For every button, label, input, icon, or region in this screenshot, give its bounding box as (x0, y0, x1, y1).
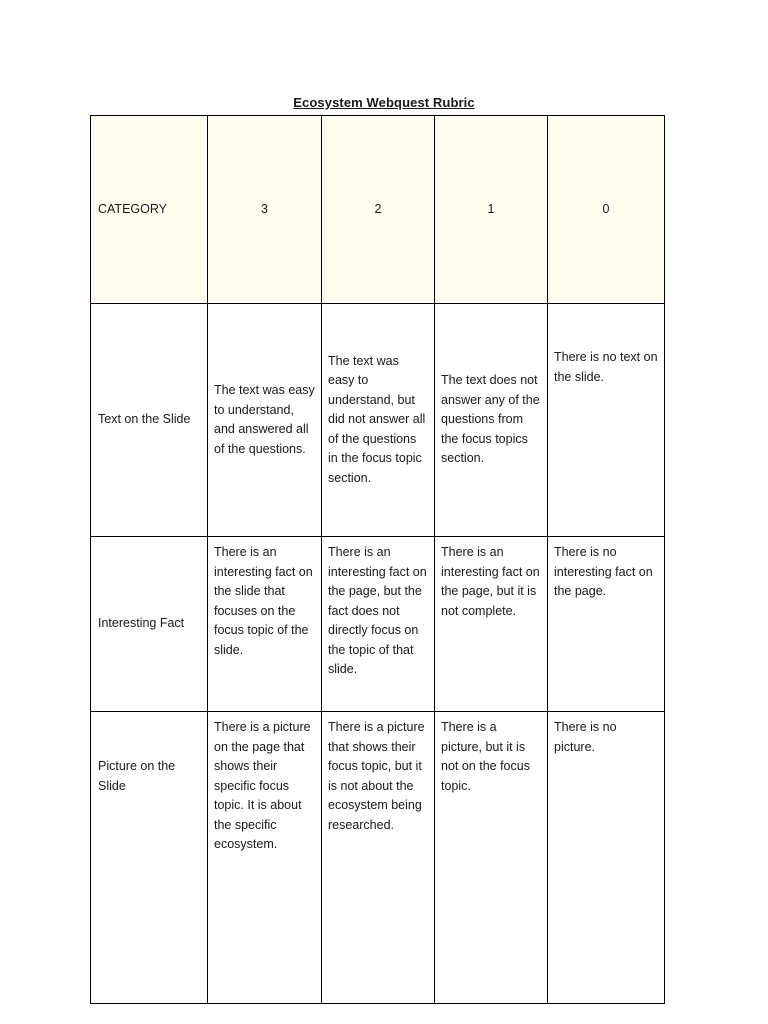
header-score-0: 0 (548, 116, 665, 304)
table-row (91, 304, 665, 537)
row-category-interesting-fact: Interesting Fact (91, 537, 208, 712)
table-cell: The text was easy to understand, and answered all of the questions. (208, 304, 322, 537)
table-cell: There is an interesting fact on the page, but it is not complete. (435, 537, 548, 712)
table-cell: The text was easy to understand, but did not answer all of the questions in the focus topic section. (322, 304, 435, 537)
table-cell: There is no interesting fact on the page. (548, 537, 665, 712)
table-cell: There is a picture, but it is not on the focus topic. (435, 712, 548, 1004)
header-score-3: 3 (208, 116, 322, 304)
document-title: Ecosystem Webquest Rubric (293, 95, 475, 110)
table-cell: There is a picture on the page that shows their specific focus topic. It is about the specific ecosystem. (208, 712, 322, 1004)
rubric-table (90, 115, 665, 1004)
table-cell: There is no text on the slide. (548, 304, 665, 537)
table-cell: The text does not answer any of the questions from the focus topics section. (435, 304, 548, 537)
row-category-text-on-slide: Text on the Slide (91, 304, 208, 537)
header-score-2: 2 (322, 116, 435, 304)
table-cell: There is an interesting fact on the page, but the fact does not directly focus on the topic of that slide. (322, 537, 435, 712)
row-category-picture-on-slide: Picture on the Slide (91, 712, 208, 1004)
header-score-1: 1 (435, 116, 548, 304)
table-row (91, 537, 665, 712)
header-category: CATEGORY (91, 116, 208, 304)
table-cell: There is no picture. (548, 712, 665, 1004)
header-row (91, 116, 665, 304)
table-cell: There is a picture that shows their focus topic, but it is not about the ecosystem being researched. (322, 712, 435, 1004)
table-row (91, 712, 665, 1004)
table-cell: There is an interesting fact on the slide that focuses on the focus topic of the slide. (208, 537, 322, 712)
